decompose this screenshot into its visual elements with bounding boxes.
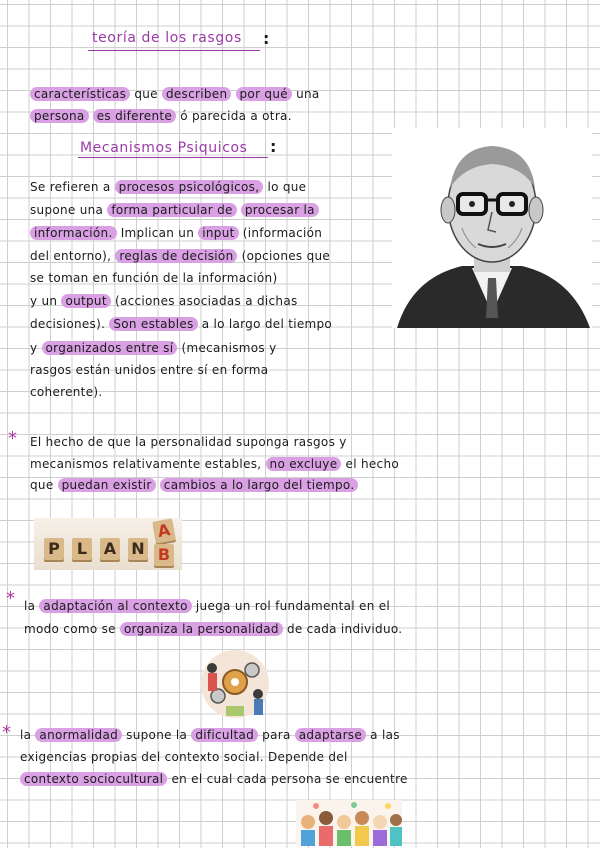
mech-line-2	[30, 202, 319, 218]
gears-illustration	[196, 648, 274, 720]
block-p: P	[44, 538, 64, 560]
star2-line-2	[24, 621, 402, 637]
highlight-dificultad: dificultad	[191, 728, 258, 742]
highlight-caracteristicas: características	[30, 87, 130, 101]
star3-line-2	[20, 749, 348, 765]
star1-line-1	[30, 434, 347, 450]
asterisk-icon: *	[8, 428, 17, 449]
text-informacion-paren: (información	[242, 226, 323, 240]
highlight-contexto-sociocultural: contexto sociocultural	[20, 772, 167, 786]
subtitle-colon: :	[270, 137, 277, 156]
mech-line-10	[30, 384, 102, 400]
intro-line-1	[30, 86, 320, 102]
highlight-output: output	[61, 294, 110, 308]
text-del-entorno: del entorno),	[30, 249, 112, 263]
diverse-people-image	[296, 800, 402, 846]
highlight-informacion: información.	[30, 226, 117, 240]
text-exigencias: exigencias propias del contexto social. Depende del	[20, 750, 348, 764]
portrait-sketch	[392, 128, 592, 328]
highlight-input: input	[198, 226, 238, 240]
star2-line-1	[24, 598, 390, 614]
block-b: B	[154, 544, 174, 566]
text-opciones: (opciones que	[241, 249, 331, 263]
highlight-adaptacion: adaptación al contexto	[39, 599, 191, 613]
mech-line-1	[30, 179, 306, 195]
text-una: una	[296, 87, 320, 101]
text-el-hecho-2: el hecho	[345, 457, 399, 471]
gears-people-image	[196, 648, 274, 720]
text-a-las: a las	[370, 728, 400, 742]
highlight-procesos: procesos psicológicos,	[115, 180, 264, 194]
highlight-adaptarse: adaptarse	[295, 728, 366, 742]
star3-line-1	[20, 727, 400, 743]
text-supone: supone una	[30, 203, 104, 217]
text-modo-como: modo como se	[24, 622, 116, 636]
highlight-organiza: organiza la personalidad	[120, 622, 283, 636]
text-el-hecho: El hecho de que la personalidad suponga rasgos y	[30, 435, 347, 449]
highlight-anormalidad: anormalidad	[35, 728, 122, 742]
portrait-image	[392, 128, 592, 328]
block-n: N	[128, 538, 148, 560]
asterisk-icon: *	[6, 588, 15, 609]
star3-line-3	[20, 771, 408, 787]
text-se-toman: se toman en función de la información)	[30, 271, 278, 285]
mech-line-7	[30, 316, 332, 332]
section-subtitle: Mecanismos Psiquicos	[80, 140, 248, 156]
highlight-puedan-existir: puedan existir	[58, 478, 156, 492]
text-y-un: y un	[30, 294, 58, 308]
text-en-el-cual: en el cual cada persona se encuentre	[171, 772, 408, 786]
text-a-lo-largo: a lo largo del tiempo	[201, 317, 333, 331]
star1-line-3	[30, 477, 358, 493]
text-implican: Implican un	[120, 226, 195, 240]
mech-line-9	[30, 362, 268, 378]
text-coherente: coherente).	[30, 385, 103, 399]
mech-line-6	[30, 293, 298, 309]
highlight-forma-particular: forma particular de	[107, 203, 236, 217]
page-title: teoría de los rasgos	[92, 30, 242, 46]
mech-line-3	[30, 225, 322, 241]
mech-line-4	[30, 248, 330, 264]
text-que-2: que	[30, 478, 54, 492]
plan-b-image	[34, 518, 182, 570]
highlight-organizados: organizados entre sí	[42, 341, 178, 355]
asterisk-icon: *	[2, 722, 11, 743]
star1-line-2	[30, 456, 399, 472]
text-rasgos-unidos: rasgos están unidos entre sí en forma	[30, 363, 269, 377]
highlight-reglas: reglas de decisión	[115, 249, 237, 263]
mech-line-8	[30, 340, 276, 356]
text-mecanismos-estables: mecanismos relativamente estables,	[30, 457, 262, 471]
text-juega: juega un rol fundamental en el	[195, 599, 391, 613]
block-a-tilted: A	[152, 518, 176, 543]
text-cada-individuo: de cada individuo.	[286, 622, 403, 636]
highlight-procesar: procesar la	[241, 203, 319, 217]
highlight-por-que: por qué	[236, 87, 292, 101]
text-se-refieren: Se refieren a	[30, 180, 111, 194]
text-supone-la: supone la	[126, 728, 188, 742]
block-a: A	[100, 538, 120, 560]
text-decisiones: decisiones).	[30, 317, 106, 331]
intro-line-2	[30, 108, 292, 124]
highlight-persona: persona	[30, 109, 89, 123]
highlight-no-excluye: no excluye	[266, 457, 342, 471]
text-lo-que: lo que	[267, 180, 307, 194]
text-la: la	[24, 599, 36, 613]
text-que: que	[134, 87, 158, 101]
text-parecida: ó parecida a otra.	[180, 109, 292, 123]
highlight-son-estables: Son estables	[109, 317, 197, 331]
block-l: L	[72, 538, 92, 560]
text-acciones: (acciones asociadas a dichas	[114, 294, 298, 308]
text-mecanismos: (mecanismos y	[181, 341, 277, 355]
subtitle-underline	[78, 157, 268, 158]
title-underline	[88, 50, 260, 51]
people-illustration	[296, 800, 402, 846]
text-y: y	[30, 341, 38, 355]
mech-line-5	[30, 270, 277, 286]
highlight-es-diferente: es diferente	[93, 109, 176, 123]
highlight-describen: describen	[162, 87, 231, 101]
text-para: para	[262, 728, 291, 742]
highlight-cambios: cambios a lo largo del tiempo.	[160, 478, 359, 492]
title-colon: :	[263, 29, 270, 48]
text-la-2: la	[20, 728, 32, 742]
